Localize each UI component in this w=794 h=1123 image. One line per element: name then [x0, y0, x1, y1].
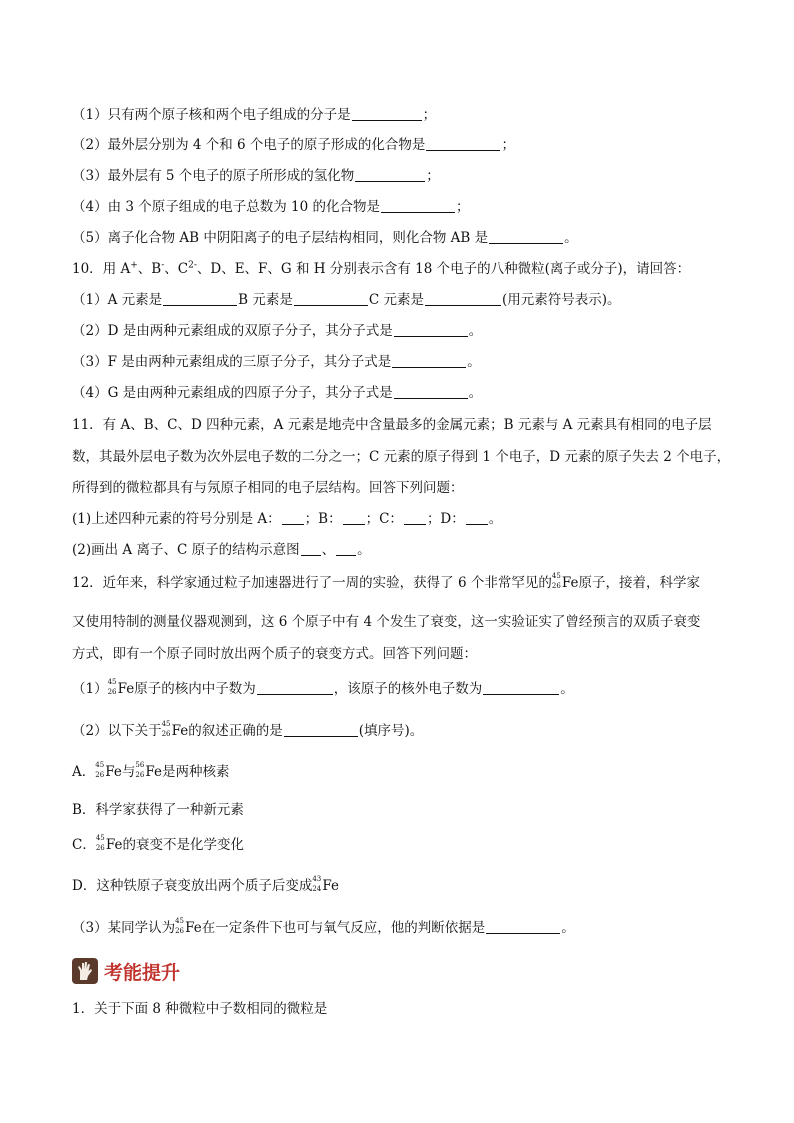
answer-blank[interactable] — [355, 168, 425, 182]
answer-blank[interactable] — [394, 323, 468, 337]
q12-stem-line-2: 又使用特制的测量仪器观测到，这 6 个原子中有 4 个发生了衰变，这一实验证实了曾经预言的双质子衰变 — [72, 614, 701, 630]
nuclide-fe45: 45 26 — [551, 572, 561, 590]
answer-blank[interactable] — [404, 511, 426, 525]
section-title: 考能提升 — [104, 961, 181, 984]
q12-option-a: A． 45 26 Fe与 56 26 Fe是两种核素 — [72, 761, 230, 780]
q9-item-2: （2）最外层分别为 4 个和 6 个电子的原子形成的化合物是 ； — [72, 137, 515, 153]
answer-blank[interactable] — [486, 920, 560, 934]
answer-blank[interactable] — [392, 354, 466, 368]
q12-item-3: （3）某同学认为 45 26 Fe在一定条件下也可与氧气反应，他的判断依据是 。 — [72, 917, 575, 936]
answer-blank[interactable] — [343, 511, 365, 525]
q12-option-b: B．科学家获得了一种新元素 — [72, 802, 244, 818]
q10-item-3: （3）F 是由两种元素组成的三原子分子，其分子式是 。 — [72, 354, 481, 370]
answer-blank[interactable] — [163, 292, 237, 306]
q12-stem-line-3: 方式，即有一个原子同时放出两个质子的衰变方式。回答下列问题： — [72, 646, 477, 662]
answer-blank[interactable] — [489, 230, 563, 244]
q10-item-4: （4）G 是由两种元素组成的四原子分子，其分子式是 。 — [72, 385, 483, 401]
q9-item-4: （4）由 3 个原子组成的电子总数为 10 的化合物是 ； — [72, 199, 470, 215]
nuclide-fe56: 56 26 — [135, 761, 145, 779]
answer-blank[interactable] — [381, 199, 455, 213]
q11-stem-line-2: 数，其最外层电子数为次外层电子数的二分之一；C 元素的原子得到 1 个电子，D 元素的原子失去 2 个电子， — [72, 449, 731, 465]
q12-item-1: （1） 45 26 Fe原子的核内中子数为 ，该原子的核外电子数为 。 — [72, 678, 574, 697]
q12-option-c: C． 45 26 Fe的衰变不是化学变化 — [72, 834, 244, 853]
answer-blank[interactable] — [336, 542, 356, 556]
answer-blank[interactable] — [352, 107, 422, 121]
answer-blank[interactable] — [284, 723, 358, 737]
q10-item-1: （1）A 元素是 B 元素是 C 元素是 (用元素符号表示)。 — [72, 292, 621, 308]
answer-blank[interactable] — [282, 511, 304, 525]
q9-item-3: （3）最外层有 5 个电子的原子所形成的氢化物 ； — [72, 168, 440, 184]
nuclide-fe45: 45 26 — [175, 917, 185, 935]
section-header — [72, 955, 180, 987]
answer-blank[interactable] — [294, 292, 368, 306]
q11-item-1: (1)上述四种元素的符号分别是 A： ；B： ；C： ；D： 。 — [72, 511, 503, 527]
answer-blank[interactable] — [483, 681, 559, 695]
answer-blank[interactable] — [466, 511, 488, 525]
answer-blank[interactable] — [394, 385, 468, 399]
answer-blank[interactable] — [257, 681, 333, 695]
q10-item-2: （2）D 是由两种元素组成的双原子分子，其分子式是 。 — [72, 323, 483, 339]
answer-blank[interactable] — [425, 292, 501, 306]
q10-stem: 10．用 A+、B-、$C^{2-}$、D、E、F、G 和 H 分别表示含有 18 个电子的八种微粒(离子或分子)，请回答： — [72, 260, 691, 277]
nuclide-fe45: 45 26 — [95, 834, 105, 852]
answer-blank[interactable] — [301, 542, 321, 556]
answer-blank[interactable] — [426, 137, 500, 151]
next-question: 1．关于下面 8 种微粒中子数相同的微粒是 — [72, 1001, 328, 1017]
nuclide-fe43: 43 24 — [312, 875, 322, 893]
q12-stem-line-1: 12．近年来，科学家通过粒子加速器进行了一周的实验，获得了 6 个非常罕见的 45 26 Fe原子，接着，科学家 — [72, 572, 700, 591]
q11-stem-line-1: 11．有 A、B、C、D 四种元素，A 元素是地壳中含量最多的金属元素；B 元素与 A 元素具有相同的电子层 — [72, 417, 712, 433]
q12-option-d: D．这种铁原子衰变放出两个质子后变成 43 24 Fe — [72, 875, 339, 894]
hand-icon — [72, 958, 98, 984]
q9-item-5: （5）离子化合物 AB 中阴阳离子的电子层结构相同，则化合物 AB 是 。 — [72, 230, 578, 246]
nuclide-fe45: 45 26 — [107, 678, 117, 696]
q11-item-2: (2)画出 A 离子、C 原子的结构示意图 、 。 — [72, 542, 371, 558]
nuclide-fe45: 45 26 — [161, 720, 171, 738]
q11-stem-line-3: 所得到的微粒都具有与氖原子相同的电子层结构。回答下列问题： — [72, 480, 464, 496]
nuclide-fe45: 45 26 — [95, 761, 105, 779]
q12-item-2: （2）以下关于 45 26 Fe的叙述正确的是 (填序号)。 — [72, 720, 424, 739]
q9-item-1: （1）只有两个原子核和两个电子组成的分子是 ； — [72, 107, 437, 123]
